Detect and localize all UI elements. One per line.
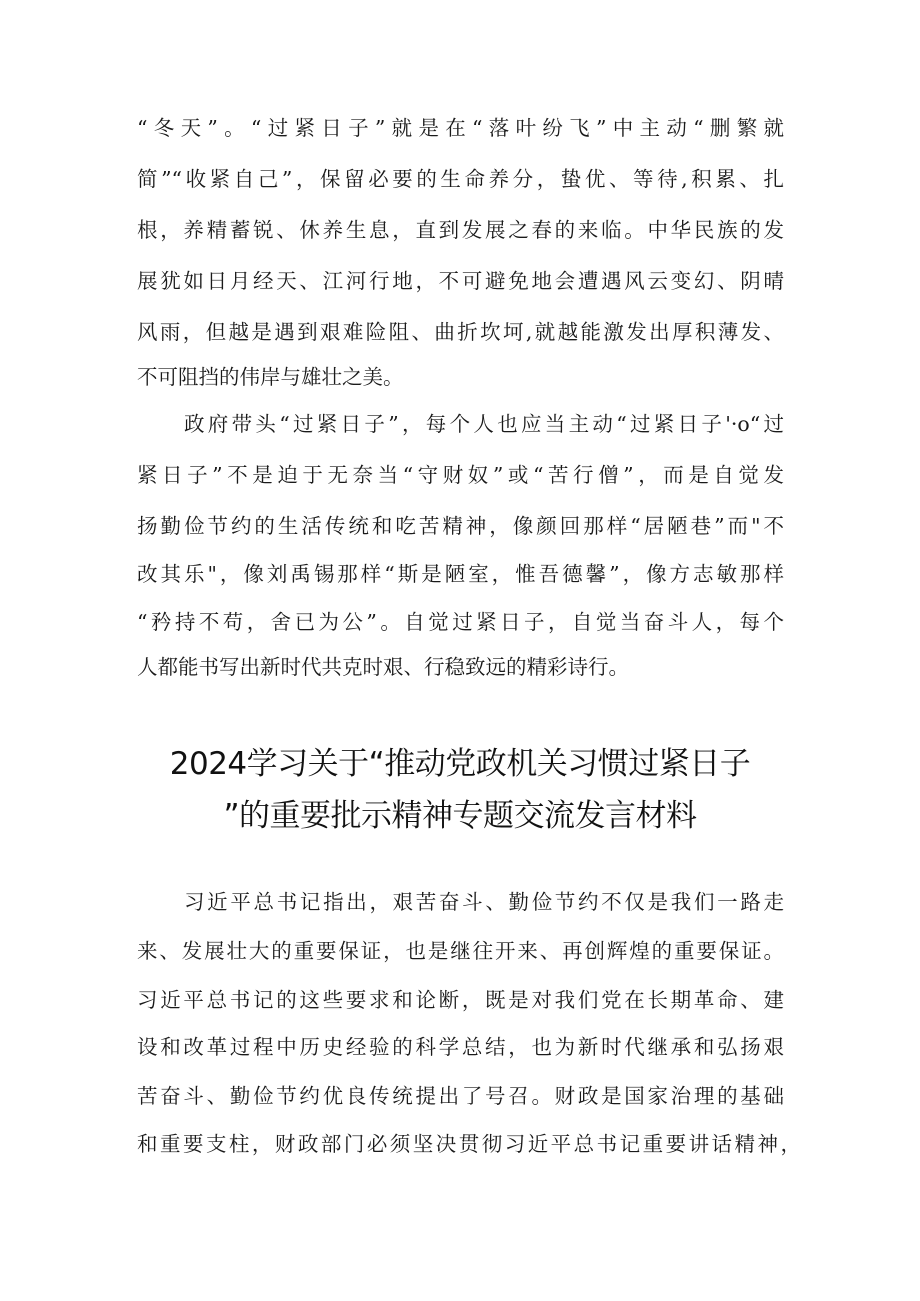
- paragraph-line: 风雨，但越是遇到艰难险阻、曲折坎坷,就越能激发出厚积薄发、: [137, 320, 784, 344]
- paragraph-line: 不可阻挡的伟岸与雄壮之美。: [137, 365, 404, 389]
- paragraph-line: 设和改革过程中历史经验的科学总结，也为新时代继承和弘扬艰: [137, 1035, 784, 1059]
- paragraph-line: “冬天”。“过紧日子”就是在“落叶纷飞”中主动“删繁就: [137, 116, 784, 140]
- paragraph-line: 根，养精蓄锐、休养生息，直到发展之春的来临。中华民族的发: [137, 218, 784, 242]
- document-title-line-1: 2024学习关于“推动党政机关习惯过紧日子: [169, 746, 751, 782]
- paragraph-line: 改其乐"，像刘禹锡那样“斯是陋室，惟吾德馨”，像方志敏那样: [137, 562, 784, 586]
- paragraph-line: 紧日子”不是迫于无奈当“守财奴”或“苦行僧”，而是自觉发: [137, 463, 784, 487]
- paragraph-line: 苦奋斗、勤俭节约优良传统提出了号召。财政是国家治理的基础: [137, 1084, 784, 1108]
- paragraph-line: 人都能书写出新时代共克时艰、行稳致远的精彩诗行。: [137, 655, 629, 679]
- paragraph-line: “矜持不苟，舍已为公”。自觉过紧日子，自觉当奋斗人，每个: [137, 610, 784, 634]
- paragraph-line: 习近平总书记的这些要求和论断，既是对我们党在长期革命、建: [137, 988, 784, 1012]
- paragraph-line: 展犹如日月经天、江河行地，不可避免地会遭遇风云变幻、阴晴: [137, 269, 784, 293]
- paragraph-line: 简”“收紧自己”，保留必要的生命养分，蛰优、等待,积累、扎: [137, 167, 784, 191]
- paragraph-line: 政府带头“过紧日子”，每个人也应当主动“过紧日子'·o“过: [184, 412, 784, 436]
- paragraph-line: 和重要支柱，财政部门必须坚决贯彻习近平总书记重要讲话精神，: [137, 1132, 801, 1156]
- document-title-line-2: ”的重要批示精神专题交流发言材料: [223, 798, 697, 834]
- paragraph-line: 来、发展壮大的重要保证，也是继往开来、再创辉煌的重要保证。: [137, 939, 784, 963]
- paragraph-line: 习近平总书记指出，艰苦奋斗、勤俭节约不仅是我们一路走: [184, 890, 784, 914]
- paragraph-line: 扬勤俭节约的生活传统和吃苦精神，像颜回那样“居陋巷”而"不: [137, 514, 784, 538]
